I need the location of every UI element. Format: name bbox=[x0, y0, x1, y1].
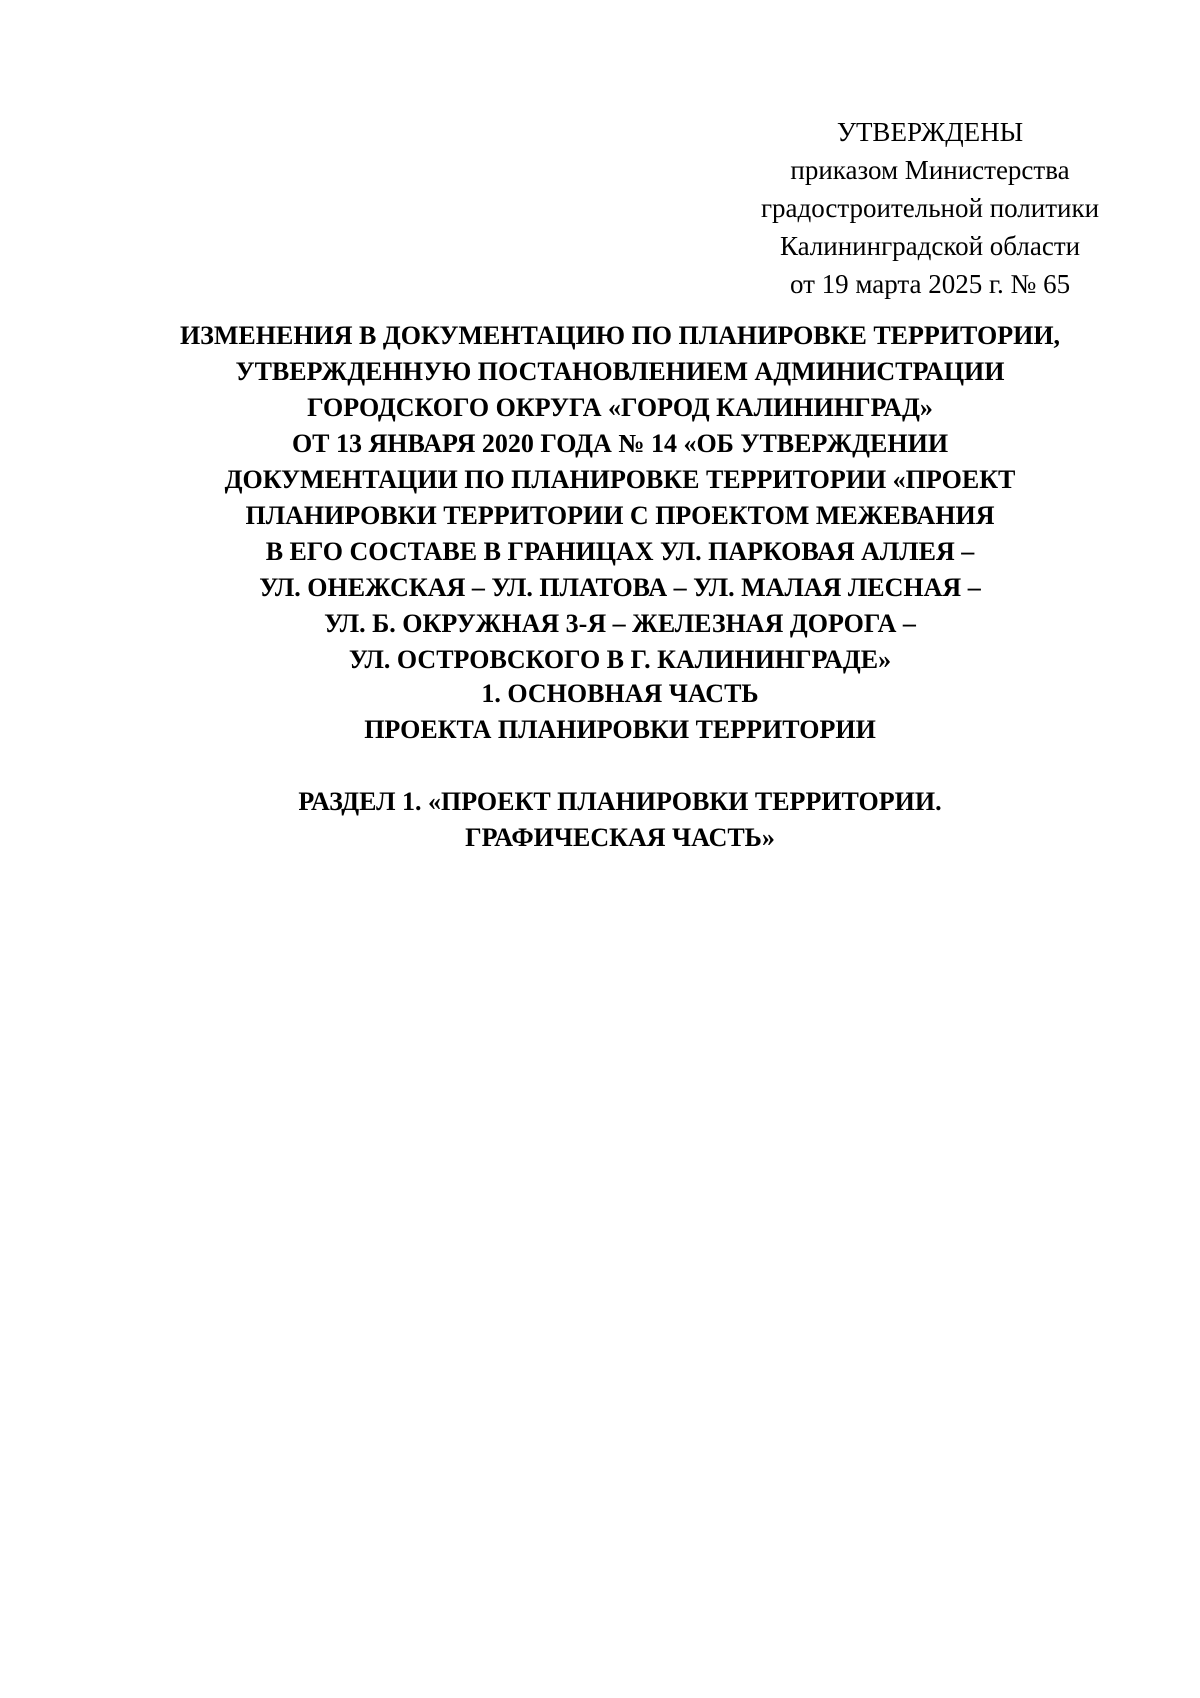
title-line: УЛ. ОНЕЖСКАЯ – УЛ. ПЛАТОВА – УЛ. МАЛАЯ ЛЕСНАЯ – bbox=[259, 573, 981, 602]
section-heading-line: РАЗДЕЛ 1. «ПРОЕКТ ПЛАНИРОВКИ ТЕРРИТОРИИ. bbox=[298, 787, 942, 816]
approval-line: Калининградской области bbox=[779, 231, 1081, 261]
title-line: ГОРОДСКОГО ОКРУГА «ГОРОД КАЛИНИНГРАД» bbox=[307, 393, 933, 422]
title-line: УЛ. ОСТРОВСКОГО В Г. КАЛИНИНГРАДЕ» bbox=[348, 645, 892, 674]
title-line: ПЛАНИРОВКИ ТЕРРИТОРИИ С ПРОЕКТОМ МЕЖЕВАНИЯ bbox=[245, 501, 995, 530]
title-line: УЛ. Б. ОКРУЖНАЯ 3-Я – ЖЕЛЕЗНАЯ ДОРОГА – bbox=[324, 609, 916, 638]
section-heading-line: ГРАФИЧЕСКАЯ ЧАСТЬ» bbox=[465, 823, 775, 852]
section-heading bbox=[120, 784, 1120, 856]
document-title bbox=[120, 318, 1120, 678]
title-line: УТВЕРЖДЕННУЮ ПОСТАНОВЛЕНИЕМ АДМИНИСТРАЦИИ bbox=[235, 357, 1005, 386]
title-line: ОТ 13 ЯНВАРЯ 2020 ГОДА № 14 «ОБ УТВЕРЖДЕНИИ bbox=[291, 429, 949, 458]
approval-block bbox=[700, 113, 1160, 303]
title-line: ДОКУМЕНТАЦИИ ПО ПЛАНИРОВКЕ ТЕРРИТОРИИ «ПРОЕКТ bbox=[224, 465, 1016, 494]
part-heading bbox=[120, 676, 1120, 748]
approval-line: УТВЕРЖДЕНЫ bbox=[836, 117, 1024, 147]
approval-line: от 19 марта 2025 г. № 65 bbox=[789, 269, 1071, 299]
title-line: ИЗМЕНЕНИЯ В ДОКУМЕНТАЦИЮ ПО ПЛАНИРОВКЕ ТЕРРИТОРИИ, bbox=[179, 321, 1061, 350]
title-line: В ЕГО СОСТАВЕ В ГРАНИЦАХ УЛ. ПАРКОВАЯ АЛЛЕЯ – bbox=[265, 537, 975, 566]
part-heading-line: 1. ОСНОВНАЯ ЧАСТЬ bbox=[481, 679, 759, 708]
approval-line: градостроительной политики bbox=[760, 193, 1100, 223]
part-heading-line: ПРОЕКТА ПЛАНИРОВКИ ТЕРРИТОРИИ bbox=[364, 715, 876, 744]
approval-line: приказом Министерства bbox=[790, 155, 1070, 185]
